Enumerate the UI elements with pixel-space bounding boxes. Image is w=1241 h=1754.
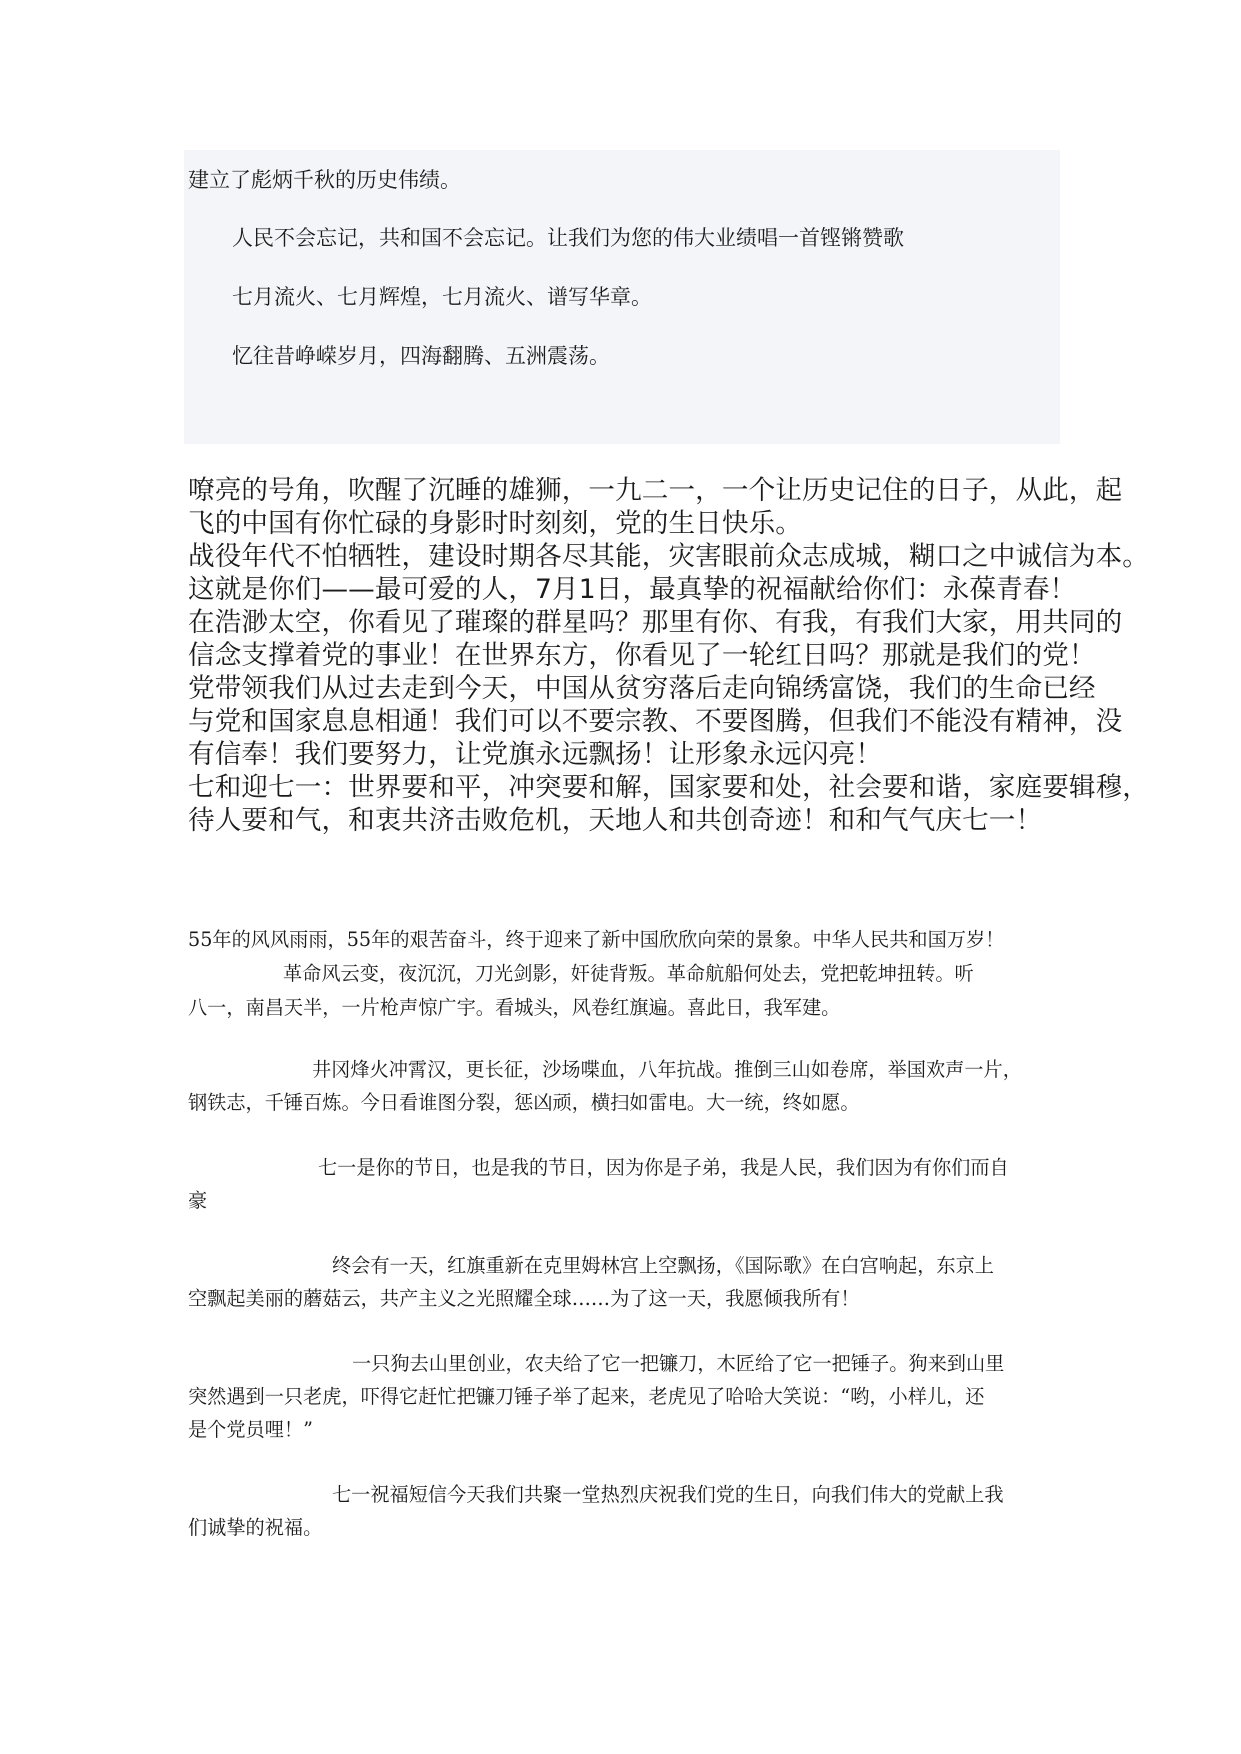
sans-line: 有信奉！我们要努力，让党旗永远飘扬！让形象永远闪亮！ bbox=[188, 739, 883, 770]
sans-line: 这就是你们——最可爱的人，7月1日，最真挚的祝福献给你们：永葆青春！ bbox=[188, 574, 1077, 605]
quote-line: 忆往昔峥嵘岁月，四海翻腾、五洲震荡。 bbox=[232, 344, 610, 368]
sans-line: 七和迎七一：世界要和平，冲突要和解，国家要和处，社会要和谐，家庭要辑穆， bbox=[188, 772, 1149, 803]
body-line: 一只狗去山里创业，农夫给了它一把镰刀，木匠给了它一把锤子。狗来到山里 bbox=[352, 1352, 1005, 1375]
quote-line: 建立了彪炳千秋的历史伟绩。 bbox=[188, 168, 461, 192]
body-line: 们诚挚的祝福。 bbox=[188, 1516, 323, 1539]
sans-line: 飞的中国有你忙碌的身影时时刻刻，党的生日快乐。 bbox=[188, 508, 802, 539]
body-line: 井冈烽火冲霄汉，更长征，沙场喋血，八年抗战。推倒三山如卷席，举国欢声一片， bbox=[312, 1058, 1022, 1081]
body-line: 七一是你的节日，也是我的节日，因为你是子弟，我是人民，我们因为有你们而自 bbox=[318, 1156, 1009, 1179]
sans-line: 与党和国家息息相通！我们可以不要宗教、不要图腾，但我们不能没有精神，没 bbox=[188, 706, 1123, 737]
body-line: 终会有一天，红旗重新在克里姆林宫上空飘扬，《国际歌》在白宫响起，东京上 bbox=[332, 1254, 994, 1277]
body-line: 革命风云变，夜沉沉，刀光剑影，奸徒背叛。革命航船何处去，党把乾坤扭转。听 bbox=[283, 962, 974, 985]
body-line: 空飘起美丽的蘑菇云，共产主义之光照耀全球……为了这一天，我愿倾我所有！ bbox=[188, 1287, 860, 1310]
body-line: 豪 bbox=[188, 1189, 208, 1212]
sans-line: 嘹亮的号角，吹醒了沉睡的雄狮，一九二一，一个让历史记住的日子，从此，起 bbox=[188, 475, 1123, 506]
sans-line: 党带领我们从过去走到今天，中国从贫穷落后走向锦绣富饶，我们的生命已经 bbox=[188, 673, 1096, 704]
body-line: 八一，南昌天半，一片枪声惊广宇。看城头，风卷红旗遍。喜此日，我军建。 bbox=[188, 996, 841, 1019]
quote-line: 人民不会忘记，共和国不会忘记。让我们为您的伟大业绩唱一首铿锵赞歌 bbox=[232, 226, 904, 250]
sans-line: 待人要和气，和衷共济击败危机，天地人和共创奇迹！和和气气庆七一！ bbox=[188, 805, 1043, 836]
quote-line: 七月流火、七月辉煌，七月流火、谱写华章。 bbox=[232, 285, 652, 309]
body-line: 钢铁志，千锤百炼。今日看谁图分裂，惩凶顽，横扫如雷电。大一统，终如愿。 bbox=[188, 1091, 860, 1114]
body-line: 是个党员哩！” bbox=[188, 1418, 313, 1441]
body-line: 突然遇到一只老虎，吓得它赶忙把镰刀锤子举了起来，老虎见了哈哈大笑说：“哟，小样儿，还 bbox=[188, 1385, 985, 1408]
sans-line: 信念支撑着党的事业！在世界东方，你看见了一轮红日吗？那就是我们的党！ bbox=[188, 640, 1096, 671]
body-line: 55年的风风雨雨，55年的艰苦奋斗，终于迎来了新中国欣欣向荣的景象。中华人民共和国万岁！ bbox=[188, 928, 1005, 951]
sans-line: 战役年代不怕牺牲，建设时期各尽其能，灾害眼前众志成城，糊口之中诚信为本。 bbox=[188, 541, 1149, 572]
body-line: 七一祝福短信今天我们共聚一堂热烈庆祝我们党的生日，向我们伟大的党献上我 bbox=[332, 1483, 1004, 1506]
sans-line: 在浩渺太空，你看见了璀璨的群星吗？那里有你、有我，有我们大家，用共同的 bbox=[188, 607, 1123, 638]
